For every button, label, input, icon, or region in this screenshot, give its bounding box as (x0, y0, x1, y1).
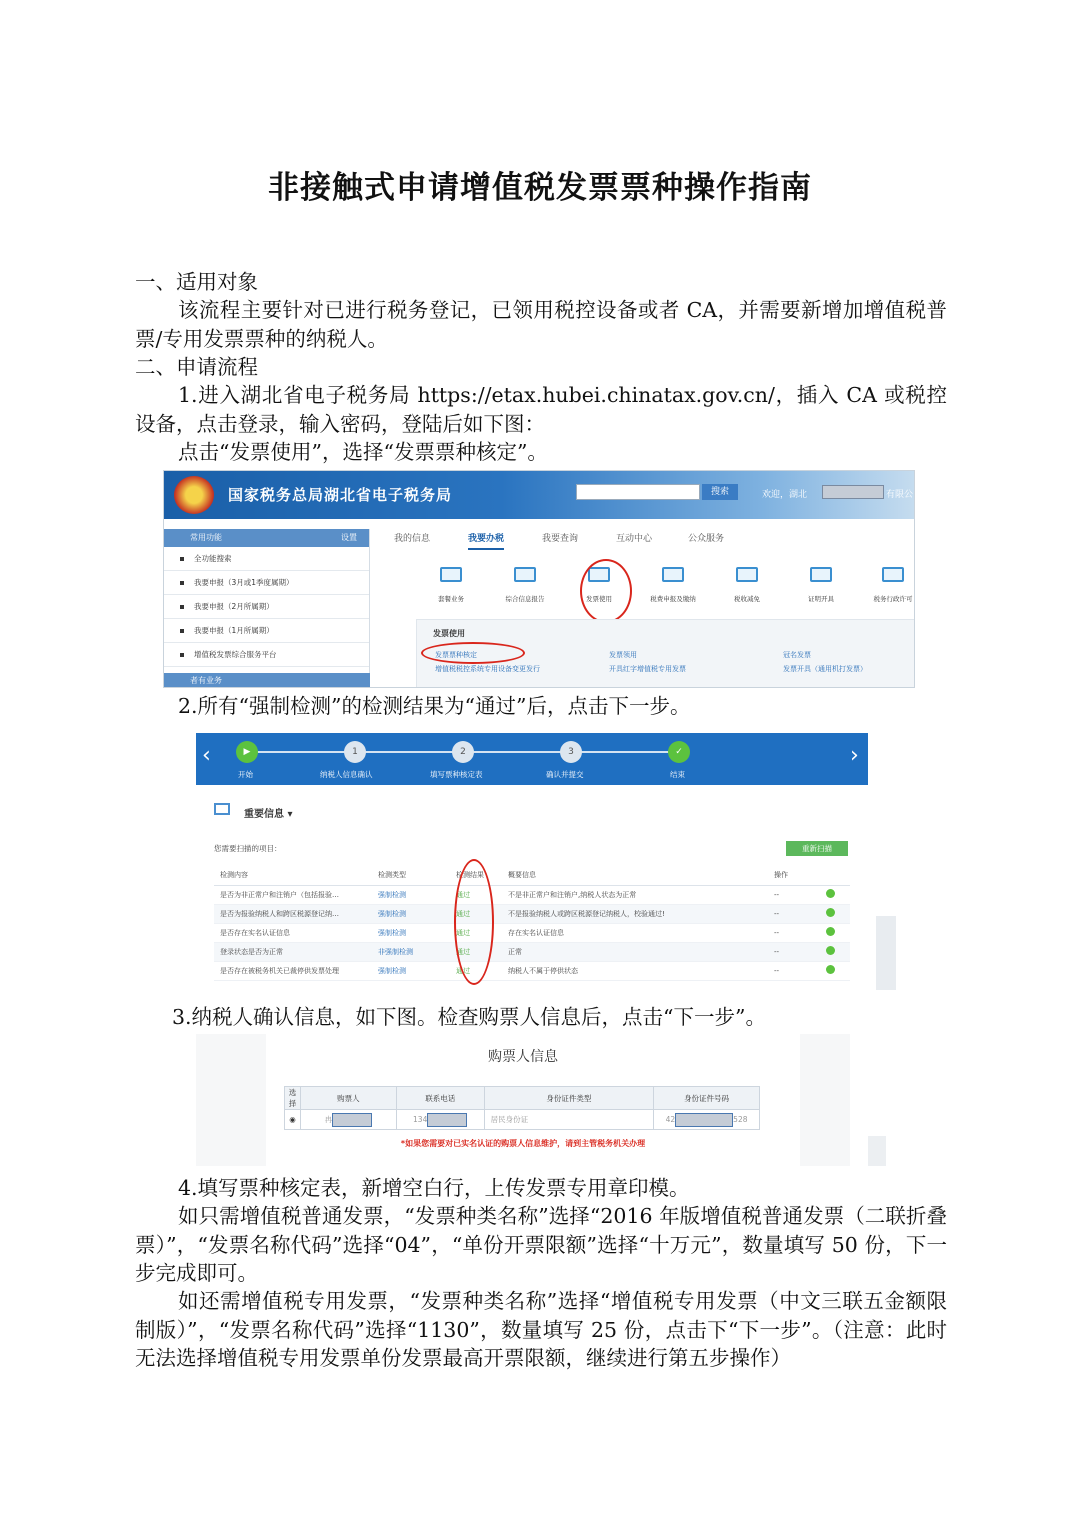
scan-subtitle: 您需要扫描的项目： (214, 844, 282, 853)
redacted-phone (427, 1113, 467, 1127)
check-content: 是否为非正常户和注销户（包括报验… (214, 885, 372, 904)
table-row (214, 961, 850, 980)
check-summary: 纳税人不属于停供状态 (502, 961, 768, 980)
check-pass-icon (826, 946, 835, 955)
link-invoice-type-approval[interactable]: 发票票种核定 (435, 651, 477, 659)
step-4b-text: 如还需增值税专用发票，“发票种类名称”选择“增值税专用发票（中文三联五金额限制版）”，“发票名称代码”选择“1130”，数量填写 25 份，点击下“下一步”。（注意：此时无法选择增值税专用发票单份发票最高开票限额，继续进行第五步操作） (135, 1289, 947, 1370)
company-suffix: 有限公 (886, 490, 914, 500)
service-tile[interactable] (788, 567, 854, 603)
table-row (285, 1110, 760, 1130)
table-header: 购票人 (300, 1087, 396, 1110)
tax-emblem-icon (174, 476, 214, 514)
decorative-strip (868, 1136, 886, 1166)
phone-cell (396, 1110, 484, 1130)
check-result: 通过 (450, 942, 502, 961)
table-header: 操作 (768, 865, 820, 885)
monitor-icon (662, 567, 684, 582)
id-type-select[interactable] (484, 1110, 654, 1130)
check-type[interactable]: 强制检测 (372, 904, 450, 923)
search-input[interactable] (576, 484, 700, 500)
service-tile-label: 证明开具 (808, 595, 834, 603)
step-3-circle: 3 (560, 741, 582, 763)
welcome-text: 欢迎，湖北 (762, 490, 808, 500)
check-summary: 不是报验纳税人或跨区税源登记纳税人，校验通过! (502, 904, 768, 923)
redacted-name (332, 1113, 372, 1127)
check-result: 通过 (450, 904, 502, 923)
portal-header (164, 471, 914, 519)
monitor-icon (736, 567, 758, 582)
check-content: 登录状态是否为正常 (214, 942, 372, 961)
table-header: 检测结果 (450, 865, 502, 885)
service-tile[interactable] (860, 567, 915, 603)
monitor-icon (440, 567, 462, 582)
highlight-ellipse (580, 559, 632, 623)
step-1b-text: 点击“发票使用”，选择“发票票种核定”。 (178, 440, 548, 464)
id-number-cell (654, 1110, 760, 1130)
buyer-info-title: 购票人信息 (488, 1049, 558, 1065)
tab-tax-handling[interactable]: 我要办税 (468, 531, 504, 550)
step-2-circle: 2 (452, 741, 474, 763)
decorative-strip (800, 1034, 850, 1166)
sidebar (164, 529, 370, 688)
check-summary: 正常 (502, 942, 768, 961)
check-action: -- (768, 904, 820, 923)
id-type-value: 居民身份证 (490, 1115, 529, 1124)
buyer-info-screenshot (196, 1034, 850, 1166)
search-button[interactable]: 搜索 (702, 484, 738, 500)
step-4-text: 4.填写票种核定表，新增空白行，上传发票专用章印模。 (178, 1176, 690, 1200)
link-device-change[interactable]: 增值税税控系统专用设备变更发行 (435, 665, 540, 673)
check-pass-icon (826, 889, 835, 898)
highlight-ellipse (454, 859, 494, 985)
check-content: 是否存在被税务机关已裁停供发票处理 (214, 961, 372, 980)
portal-title: 国家税务总局湖北省电子税务局 (228, 486, 453, 504)
sidebar-settings[interactable]: 设置 (341, 533, 357, 542)
id-suffix: 528 (733, 1114, 748, 1124)
id-prefix: 42 (665, 1114, 676, 1124)
tab-my-info[interactable]: 我的信息 (394, 534, 431, 544)
step-label: 纳税人信息确认 (320, 770, 373, 779)
check-summary: 存在实名认证信息 (502, 923, 768, 942)
monitor-icon (810, 567, 832, 582)
check-type[interactable]: 强制检测 (372, 961, 450, 980)
table-row (214, 923, 850, 942)
step-4a-text: 如只需增值税普通发票，“发票种类名称”选择“2016 年版增值税普通发票（二联折叠票）”，“发票名称代码”选择“04”，“单份开票限额”选择“十万元”，数量填写 50 份，下一步完成即可。 (135, 1204, 947, 1285)
check-action: -- (768, 942, 820, 961)
table-header: 身份证件号码 (654, 1087, 760, 1110)
table-header: 检测内容 (214, 865, 372, 885)
chevron-right-icon[interactable]: › (850, 743, 859, 768)
table-header: 联系电话 (396, 1087, 484, 1110)
check-pass-icon (826, 965, 835, 974)
step-label: 开始 (238, 770, 253, 779)
check-content: 是否存在实名认证信息 (214, 923, 372, 942)
tab-interaction[interactable]: 互动中心 (616, 534, 653, 544)
tab-public-service[interactable]: 公众服务 (688, 534, 725, 544)
check-action: -- (768, 923, 820, 942)
page-title: 非接触式申请增值税发票票种操作指南 (268, 170, 812, 206)
buyer-note: *如果您需要对已实名认证的购票人信息维护，请到主管税务机关办理 (400, 1139, 646, 1148)
link-general-invoice[interactable]: 发票开具（通用机打发票） (783, 665, 867, 673)
monitor-icon (514, 567, 536, 582)
step-1-circle: 1 (344, 741, 366, 763)
service-tile[interactable] (492, 567, 558, 603)
step-2-text: 2.所有“强制检测”的检测结果为“通过”后，点击下一步。 (178, 694, 691, 718)
rescan-button[interactable]: 重新扫描 (786, 841, 848, 856)
section-body-1: 该流程主要针对已进行税务登记，已领用税控设备或者 CA，并需要新增加增值税普票/专用发票票种的纳税人。 (135, 298, 947, 351)
table-row (214, 885, 850, 904)
table-row (214, 942, 850, 961)
table-header: 检测类型 (372, 865, 450, 885)
table-header: 概要信息 (502, 865, 768, 885)
service-tile-label: 税务行政许可 (873, 595, 913, 603)
check-result: 通过 (450, 885, 502, 904)
sidebar-item[interactable]: 全功能搜索 (164, 547, 369, 571)
buyer-table (284, 1086, 760, 1130)
panel-title: 发票使用 (433, 629, 465, 638)
sidebar-footer[interactable]: 者有业务 (164, 673, 370, 688)
chevron-left-icon[interactable]: ‹ (202, 743, 211, 768)
check-type[interactable]: 非强制检测 (372, 942, 450, 961)
wizard-progress-bar (196, 733, 868, 785)
check-summary: 不是非正常户和注销户,纳税人状态为正常 (502, 885, 768, 904)
important-info-title[interactable]: 重要信息 ▾ (244, 809, 293, 820)
check-type[interactable]: 强制检测 (372, 885, 450, 904)
check-type[interactable]: 强制检测 (372, 923, 450, 942)
table-row (214, 904, 850, 923)
link-red-invoice[interactable]: 开具红字增值税专用发票 (609, 665, 686, 673)
highlight-ellipse (421, 642, 525, 664)
step-1-text: 1.进入湖北省电子税务局 https://etax.hubei.chinatax.gov.cn/，插入 CA 或税控设备，点击登录，输入密码，登陆后如下图： (135, 383, 947, 436)
redacted-name (822, 485, 884, 499)
select-radio[interactable]: ◉ (285, 1110, 301, 1130)
table-header: 身份证件类型 (484, 1087, 654, 1110)
section-heading-2: 二、申请流程 (135, 355, 258, 379)
step-end-icon: ✓ (668, 741, 690, 763)
decorative-strip (876, 916, 896, 990)
check-pass-icon (826, 908, 835, 917)
link-named-invoice[interactable]: 冠名发票 (783, 651, 811, 659)
step-label: 结束 (670, 770, 685, 779)
check-content: 是否为报验纳税人和跨区税源登记纳… (214, 904, 372, 923)
monitor-icon (882, 567, 904, 582)
sidebar-item[interactable]: 我要申报（2月所属期） (164, 595, 369, 619)
phone-prefix: 134 (413, 1114, 428, 1124)
sidebar-header (164, 529, 369, 547)
buyer-name: 冉 (324, 1114, 333, 1124)
invoice-use-panel (416, 619, 915, 688)
redacted-id (675, 1113, 733, 1127)
service-tile-label: 税收减免 (734, 595, 760, 603)
tab-query[interactable]: 我要查询 (542, 534, 579, 544)
step-start-icon: ▶ (236, 741, 258, 763)
service-tile-label: 发票使用 (586, 595, 612, 603)
sidebar-item[interactable]: 我要申报（3月或1季度属期） (164, 571, 369, 595)
check-result: 通过 (450, 923, 502, 942)
sidebar-item[interactable]: 增值税发票综合服务平台 (164, 643, 369, 667)
check-action: -- (768, 961, 820, 980)
service-tile[interactable] (714, 567, 780, 603)
envelope-icon (214, 803, 230, 815)
step-label: 确认并提交 (546, 770, 584, 779)
sidebar-item[interactable]: 我要申报（1月所属期） (164, 619, 369, 643)
service-tile-label: 综合信息报告 (505, 595, 545, 603)
check-result: 通过 (450, 961, 502, 980)
service-tile-label: 税费申报及缴纳 (650, 595, 696, 603)
check-results-table (214, 865, 850, 981)
check-action: -- (768, 885, 820, 904)
step-3-text: 3.纳税人确认信息，如下图。检查购票人信息后，点击“下一步”。 (172, 1005, 767, 1029)
etax-portal-screenshot (163, 470, 915, 688)
service-tile[interactable] (640, 567, 706, 603)
service-tile[interactable] (418, 567, 484, 603)
decorative-strip (196, 1034, 266, 1166)
table-header: 选择 (285, 1087, 301, 1110)
sidebar-title: 常用功能 (190, 533, 222, 542)
link-invoice-claim[interactable]: 发票领用 (609, 651, 637, 659)
check-pass-icon (826, 927, 835, 936)
forced-check-screenshot (196, 733, 868, 991)
step-label: 填写票种核定表 (430, 770, 483, 779)
service-tile-label: 套餐业务 (438, 595, 464, 603)
buyer-name-cell (300, 1110, 396, 1130)
section-heading-1: 一、适用对象 (135, 270, 258, 294)
